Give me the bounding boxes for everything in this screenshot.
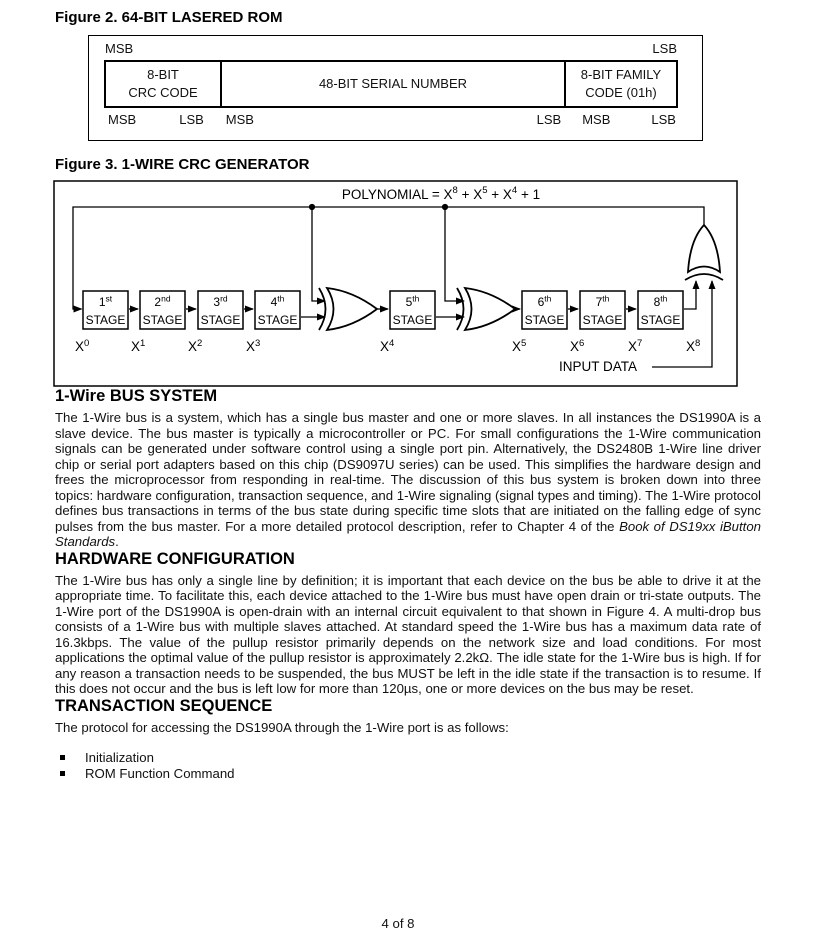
figure3-border: [54, 181, 737, 386]
figure2-msb-lsb-top-row: [104, 41, 678, 56]
list-item: ROM Function Command: [55, 766, 761, 782]
svg-text:STAGE: STAGE: [142, 313, 183, 327]
x-power-label: $X^4$: [380, 338, 395, 354]
figure2-rom-diagram: [88, 35, 703, 141]
svg-text:6th: 6th: [537, 293, 552, 309]
stage-box-7: [580, 291, 625, 329]
x-power-label: $X^2$: [188, 338, 203, 354]
svg-text:STAGE: STAGE: [257, 313, 298, 327]
figure3-title: Figure 3. 1-WIRE CRC GENERATOR: [55, 156, 310, 173]
section-heading-transaction-sequence: TRANSACTION SEQUENCE: [55, 696, 273, 715]
input-data-label: INPUT DATA: [559, 359, 638, 374]
bus-system-paragraph: The 1-Wire bus is a system, which has a single bus master and one or more slaves. In all instances the DS1990A is a slave device. The bus master is typically a microcontroller or PC. For small configurations the 1-Wire communication signals can be generated under software control using a single port pin. Alternatively, the DS2480B 1-Wire line driver chip or serial port adapters based on this chip (DS9097U series) can be used. This simplifies the hardware design and frees the microprocessor from responding in real-time. The discussion of this bus system is broken down into three topics: hardware configuration, transaction sequence, and 1-Wire signaling (signal types and timing). The 1-Wire protocol defines bus transactions in terms of the bus state during specific time slots that are initiated on the falling edge of sync pulses from the bus master. For a more detailed protocol description, refer to Chapter 4 of the Book of DS19xx iButton Standards.: [55, 410, 761, 549]
msb-label: MSB: [225, 112, 254, 127]
family-code-cell: 8-BIT FAMILY CODE (01h): [580, 67, 662, 100]
svg-text:STAGE: STAGE: [392, 313, 433, 327]
figure2-msb-lsb-bottom-row: [104, 112, 678, 127]
stage-box-6: [522, 291, 567, 329]
stage-box-2: [140, 291, 185, 329]
svg-text:STAGE: STAGE: [85, 313, 126, 327]
svg-text:STAGE: STAGE: [524, 313, 565, 327]
stage-box-8: [638, 291, 683, 329]
serial-number-cell: 48-BIT SERIAL NUMBER: [220, 62, 566, 106]
svg-text:3rd: 3rd: [213, 293, 228, 309]
lsb-label: LSB: [179, 112, 204, 127]
msb-label: MSB: [582, 112, 611, 127]
msb-label: MSB: [108, 112, 137, 127]
transaction-bullet-list: [55, 750, 761, 782]
msb-label: MSB: [105, 41, 134, 56]
square-bullet-icon: [60, 755, 65, 760]
section-heading-bus-system: 1-Wire BUS SYSTEM: [55, 387, 218, 405]
crc-generator-diagram: [53, 180, 738, 387]
svg-text:4th: 4th: [270, 293, 285, 309]
polynomial-label: POLYNOMIAL = $X^8 + X^5 + X^4 + 1$: [341, 185, 541, 202]
svg-text:5th: 5th: [405, 293, 420, 309]
x-power-label: $X^1$: [131, 338, 146, 354]
lsb-label: LSB: [651, 112, 676, 127]
lsb-label: LSB: [652, 41, 677, 56]
lsb-label: LSB: [536, 112, 562, 127]
book-reference: Book of DS19xx iButton Standards: [55, 518, 761, 549]
stage-box-1: [83, 291, 128, 329]
x-power-label: $X^0$: [75, 338, 90, 354]
svg-text:7th: 7th: [595, 293, 610, 309]
svg-text:8th: 8th: [653, 293, 668, 309]
x-power-label: $X^6$: [570, 338, 585, 354]
list-item: Initialization: [55, 750, 761, 766]
x-power-label: $X^8$: [686, 338, 701, 354]
square-bullet-icon: [60, 771, 65, 776]
hardware-configuration-paragraph: The 1-Wire bus has only a single line by definition; it is important that each device on the bus be able to drive it at the appropriate time. To facilitate this, each device attached to the 1-Wire bus must have open drain or tri-state outputs. The 1-Wire port of the DS1990A is open-drain with an internal circuit equivalent to that shown in Figure 4. A multi-drop bus consists of a 1-Wire bus with multiple slaves attached. At standard speed the 1-Wire bus has a maximum data rate of 16.3kbps. The value of the pullup resistor primarily depends on the network size and load conditions. For most applications the optimal value of the pullup resistor is approximately 2.2kΩ. The idle state for the 1-Wire bus is high. If for any reason a transaction needs to be suspended, the bus MUST be left in the idle state if the transaction is to resume. If this does not occur and the bus is left low for more than 120µs, one or more devices on the bus may be reset.: [55, 572, 761, 696]
stage-box-4: [255, 291, 300, 329]
crc-code-cell: 8-BIT CRC CODE: [128, 67, 198, 100]
svg-text:1st: 1st: [98, 293, 113, 309]
svg-text:STAGE: STAGE: [640, 313, 681, 327]
page-number: 4 of 8: [381, 916, 415, 931]
section-heading-hardware-configuration: HARDWARE CONFIGURATION: [55, 549, 295, 568]
x-power-label: $X^7$: [628, 338, 643, 354]
svg-text:2nd: 2nd: [154, 293, 171, 309]
svg-text:STAGE: STAGE: [200, 313, 241, 327]
x-power-label: $X^5$: [512, 338, 527, 354]
stage-box-3: [198, 291, 243, 329]
svg-text:STAGE: STAGE: [582, 313, 623, 327]
figure2-title: Figure 2. 64-BIT LASERED ROM: [55, 9, 283, 26]
x-power-label: $X^3$: [246, 338, 261, 354]
transaction-intro: The protocol for accessing the DS1990A through the 1-Wire port is as follows:: [55, 719, 509, 735]
rom-field-table: [104, 60, 678, 108]
stage-box-5: [390, 291, 435, 329]
